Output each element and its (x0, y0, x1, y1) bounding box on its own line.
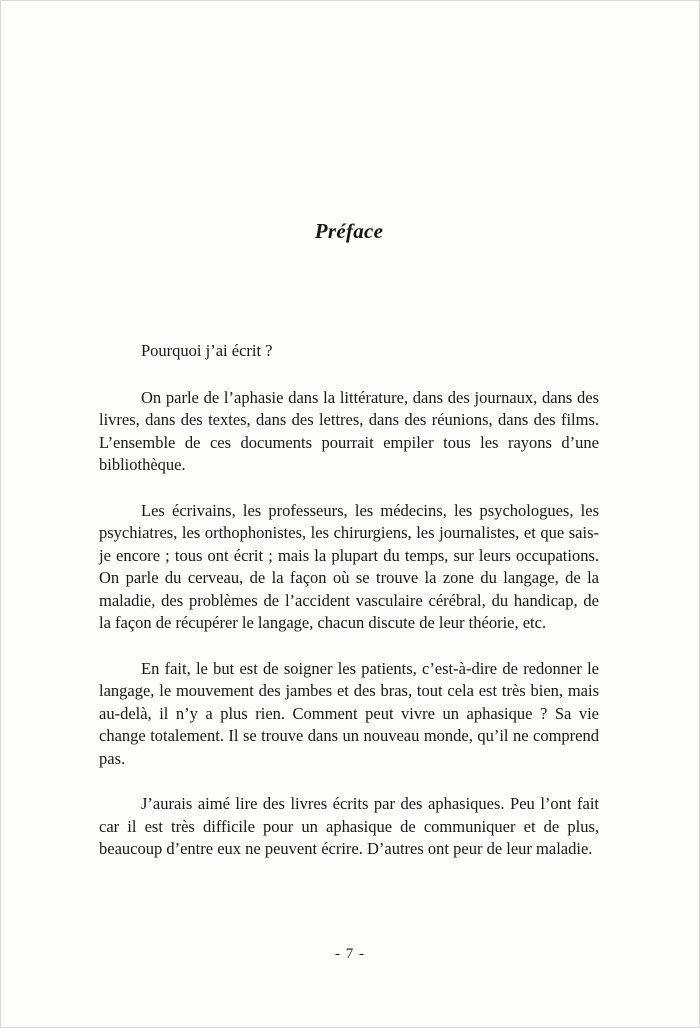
page-number: - 7 - (335, 946, 365, 962)
page-title: Préface (314, 219, 384, 243)
paragraph: Les écrivains, les professeurs, les médecins, les psychologues, les psychiatres, les orthophonistes, les chirurgiens, les journalistes, et que sais-je encore ; tous ont écrit ; mais la plupart du temps, sur leurs occupations. On parle du cerveau, de la façon où se trouve la zone du langage, de la maladie, des problèmes de l’accident vasculaire cérébral, du handicap, de la façon de récupérer le langage, chacun discute de leur théorie, etc. (99, 500, 599, 632)
preface-body (99, 387, 599, 861)
paragraph: J’aurais aimé lire des livres écrits par des aphasiques. Peu l’ont fait car il est très difficile pour un aphasique de communiquer et de plus, beaucoup d’entre eux ne peuvent écrire. D’autres ont peur de leur maladie. (99, 794, 599, 858)
opening-line: Pourquoi j’ai écrit ? (141, 341, 273, 360)
page-content (99, 1, 599, 884)
paragraph: En fait, le but est de soigner les patients, c’est-à-dire de redonner le langage, le mouvement des jambes et des bras, tout cela est très bien, mais au-delà, il n’y a plus rien. Comment peut vivre un aphasique ? Sa vie change totalement. Il se trouve dans un nouveau monde, qu’il ne comprend pas. (99, 658, 599, 768)
paragraph: On parle de l’aphasie dans la littérature, dans des journaux, dans des livres, dans des textes, dans des lettres, dans des réunions, dans des films. L’ensemble de ces documents pourrait empiler tous les rayons d’une bibliothèque. (99, 387, 599, 474)
